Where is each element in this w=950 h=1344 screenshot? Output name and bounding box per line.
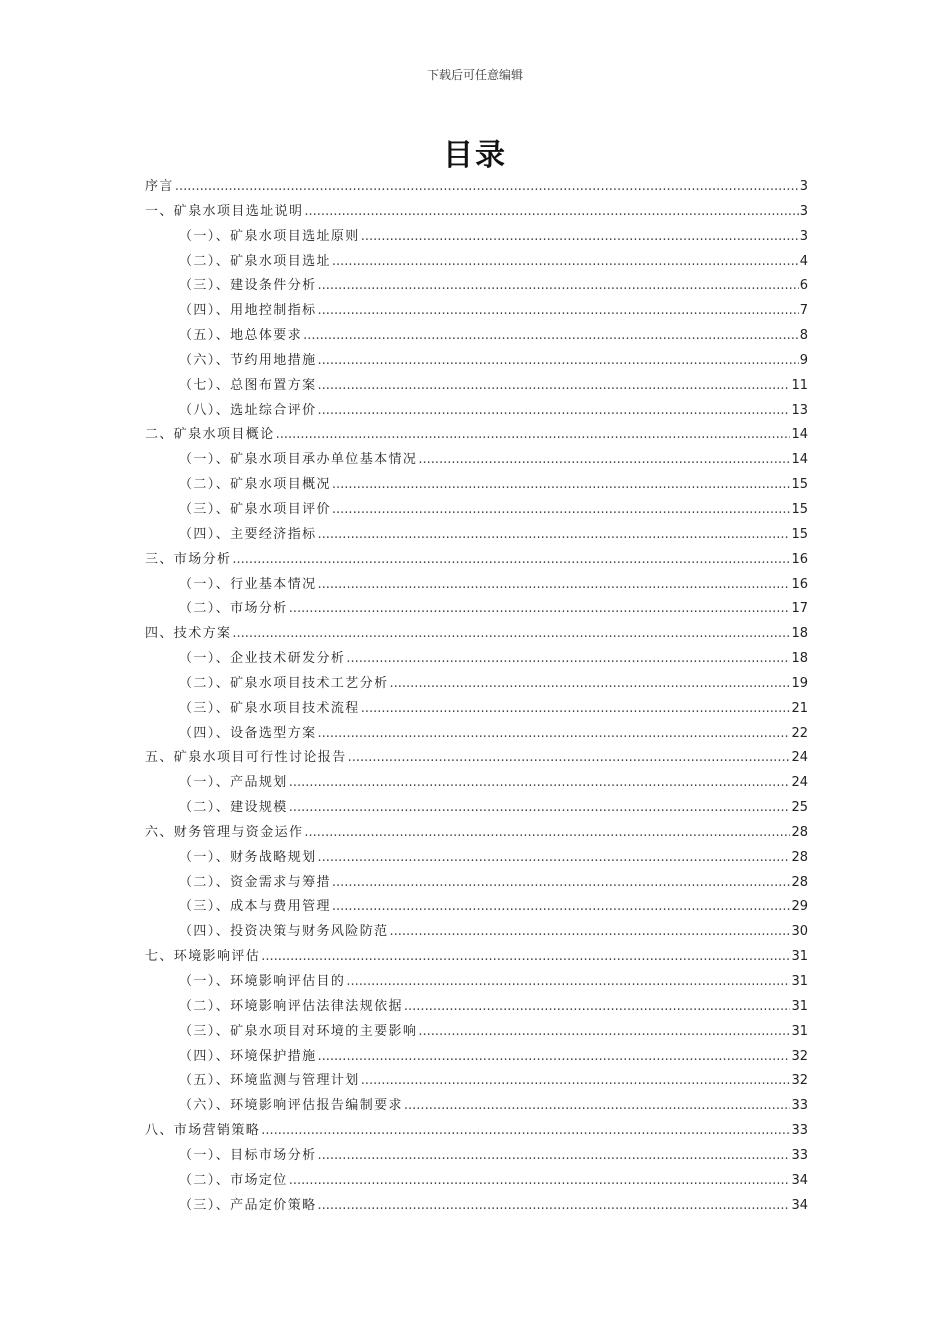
toc-entry[interactable] (145, 324, 808, 349)
toc-leader-dots (318, 399, 791, 424)
toc-entry[interactable] (145, 1045, 808, 1070)
toc-entry-page: 33 (791, 1123, 808, 1139)
toc-leader-dots (318, 523, 791, 548)
toc-entry-label: （四）、环境保护措施 (179, 1048, 317, 1064)
toc-leader-dots (304, 200, 798, 225)
toc-entry-page: 7 (799, 303, 808, 319)
toc-entry-label: （七）、总图布置方案 (179, 377, 317, 393)
page-title: 目录 (443, 138, 507, 173)
toc-entry-label: （三）、产品定价策略 (179, 1197, 317, 1213)
toc-entry-label: （四）、主要经济指标 (179, 526, 317, 542)
toc-entry-page: 14 (791, 452, 808, 468)
toc-entry-page: 28 (791, 824, 808, 840)
toc-entry[interactable] (145, 746, 808, 771)
toc-leader-dots (418, 1020, 790, 1045)
toc-entry[interactable] (145, 821, 808, 846)
toc-entry-page: 14 (791, 427, 808, 443)
toc-entry-page: 16 (791, 576, 808, 592)
toc-entry-page: 31 (791, 998, 808, 1014)
toc-leader-dots (289, 597, 791, 622)
toc-entry-label: （一）、财务战略规划 (179, 849, 317, 865)
toc-leader-dots (318, 1144, 791, 1169)
toc-entry-page: 16 (791, 551, 808, 567)
toc-entry-label: （五）、环境监测与管理计划 (179, 1073, 360, 1089)
toc-entry[interactable] (145, 796, 808, 821)
toc-entry-label: （六）、环境影响评估报告编制要求 (179, 1098, 403, 1114)
toc-leader-dots (318, 299, 799, 324)
toc-leader-dots (232, 548, 790, 573)
toc-leader-dots (318, 846, 791, 871)
toc-leader-dots (318, 349, 799, 374)
toc-entry[interactable] (145, 1144, 808, 1169)
table-of-contents (145, 175, 808, 1218)
toc-entry[interactable] (145, 200, 808, 225)
toc-entry[interactable] (145, 225, 808, 250)
toc-leader-dots (361, 225, 799, 250)
toc-entry[interactable] (145, 647, 808, 672)
toc-entry-page: 9 (799, 352, 808, 368)
toc-entry-label: 二、矿泉水项目概论 (145, 427, 275, 443)
toc-leader-dots (361, 697, 791, 722)
toc-leader-dots (390, 672, 791, 697)
toc-entry-page: 22 (791, 725, 808, 741)
toc-leader-dots (332, 498, 791, 523)
toc-entry[interactable] (145, 995, 808, 1020)
toc-entry[interactable] (145, 1169, 808, 1194)
toc-entry-page: 18 (791, 626, 808, 642)
toc-leader-dots (318, 1194, 791, 1219)
toc-entry-label: （三）、建设条件分析 (179, 278, 317, 294)
toc-entry[interactable] (145, 722, 808, 747)
toc-entry-label: （三）、矿泉水项目评价 (179, 501, 331, 517)
toc-leader-dots (418, 448, 790, 473)
toc-entry-label: （二）、市场定位 (179, 1172, 288, 1188)
toc-entry-label: （二）、建设规模 (179, 800, 288, 816)
toc-entry[interactable] (145, 622, 808, 647)
toc-entry-page: 19 (791, 675, 808, 691)
toc-entry-page: 33 (791, 1147, 808, 1163)
toc-entry-page: 25 (791, 800, 808, 816)
toc-entry-label: （二）、环境影响评估法律法规依据 (179, 998, 403, 1014)
toc-entry-page: 31 (791, 974, 808, 989)
toc-leader-dots (318, 374, 791, 399)
toc-entry-label: （八）、选址综合评价 (179, 402, 317, 418)
toc-entry-label: 六、财务管理与资金运作 (145, 824, 304, 840)
toc-entry-label: （二）、矿泉水项目概况 (179, 477, 331, 493)
toc-leader-dots (261, 945, 790, 970)
toc-leader-dots (276, 423, 791, 448)
toc-entry[interactable] (145, 771, 808, 796)
toc-entry-page: 21 (791, 700, 808, 716)
toc-entry[interactable] (145, 299, 808, 324)
toc-entry-page: 6 (799, 278, 808, 294)
toc-entry[interactable] (145, 1094, 808, 1119)
toc-entry-page: 34 (791, 1197, 808, 1213)
toc-entry-label: 一、矿泉水项目选址说明 (145, 203, 304, 219)
toc-entry[interactable] (145, 597, 808, 622)
toc-entry-page: 32 (791, 1073, 808, 1089)
toc-leader-dots (346, 970, 790, 995)
toc-entry-label: （二）、矿泉水项目技术工艺分析 (179, 675, 389, 691)
toc-leader-dots (289, 796, 791, 821)
toc-entry[interactable] (145, 1119, 808, 1144)
toc-entry-label: （一）、环境影响评估目的 (179, 974, 346, 989)
toc-entry-label: （一）、目标市场分析 (179, 1147, 317, 1163)
toc-entry[interactable] (145, 871, 808, 896)
toc-entry[interactable] (145, 895, 808, 920)
toc-entry[interactable] (145, 1069, 808, 1094)
toc-entry-label: 五、矿泉水项目可行性讨论报告 (145, 750, 347, 766)
toc-entry[interactable] (145, 945, 808, 970)
toc-entry-label: （一）、矿泉水项目承办单位基本情况 (179, 452, 418, 468)
toc-leader-dots (304, 821, 790, 846)
toc-leader-dots (261, 1119, 790, 1144)
toc-leader-dots (175, 175, 799, 200)
toc-leader-dots (404, 1094, 791, 1119)
toc-entry[interactable] (145, 573, 808, 598)
toc-entry-label: （四）、设备选型方案 (179, 725, 317, 741)
toc-entry-label: 三、市场分析 (145, 551, 232, 567)
toc-entry-page: 32 (791, 1048, 808, 1064)
toc-entry-page: 24 (791, 775, 808, 791)
toc-leader-dots (232, 622, 790, 647)
toc-entry[interactable] (145, 399, 808, 424)
toc-entry-page: 13 (791, 402, 808, 418)
toc-leader-dots (318, 573, 791, 598)
toc-entry-page: 3 (799, 179, 808, 194)
toc-entry-label: （一）、企业技术研发分析 (179, 651, 346, 667)
toc-entry-page: 15 (791, 501, 808, 517)
toc-entry-page: 15 (791, 477, 808, 493)
toc-entry-label: （一）、行业基本情况 (179, 576, 317, 592)
toc-leader-dots (404, 995, 791, 1020)
toc-entry-label: 四、技术方案 (145, 626, 232, 642)
toc-entry-page: 31 (791, 1023, 808, 1039)
toc-entry-label: （二）、矿泉水项目选址 (179, 253, 331, 269)
toc-entry-label: （二）、资金需求与筹措 (179, 874, 331, 890)
toc-entry-label: 七、环境影响评估 (145, 949, 261, 965)
toc-entry[interactable] (145, 846, 808, 871)
toc-entry[interactable] (145, 374, 808, 399)
toc-entry-page: 34 (791, 1172, 808, 1188)
toc-leader-dots (289, 1169, 791, 1194)
toc-entry-page: 18 (791, 651, 808, 667)
toc-entry-page: 11 (791, 377, 808, 393)
toc-entry-page: 28 (791, 849, 808, 865)
toc-entry[interactable] (145, 448, 808, 473)
toc-entry-label: （三）、成本与费用管理 (179, 899, 331, 915)
toc-leader-dots (390, 920, 791, 945)
toc-entry[interactable] (145, 523, 808, 548)
toc-entry[interactable] (145, 274, 808, 299)
toc-entry[interactable] (145, 423, 808, 448)
toc-entry-label: （一）、矿泉水项目选址原则 (179, 228, 360, 244)
toc-leader-dots (289, 771, 791, 796)
toc-entry-label: （四）、用地控制指标 (179, 303, 317, 319)
toc-entry-page: 3 (799, 203, 808, 219)
toc-leader-dots (346, 647, 790, 672)
toc-entry-label: （一）、产品规划 (179, 775, 288, 791)
toc-entry[interactable] (145, 175, 808, 200)
page-header: 下载后可任意编辑 (426, 68, 523, 82)
toc-entry[interactable] (145, 498, 808, 523)
toc-leader-dots (348, 746, 791, 771)
toc-entry-label: 序言 (145, 179, 174, 194)
toc-entry[interactable] (145, 349, 808, 374)
toc-entry-page: 15 (791, 526, 808, 542)
toc-leader-dots (361, 1069, 791, 1094)
toc-entry-label: （五）、地总体要求 (179, 328, 303, 344)
toc-entry-label: （三）、矿泉水项目技术流程 (179, 700, 360, 716)
toc-entry-page: 31 (791, 949, 808, 965)
toc-entry[interactable] (145, 1194, 808, 1219)
toc-leader-dots (332, 250, 799, 275)
toc-entry[interactable] (145, 473, 808, 498)
toc-entry-page: 8 (799, 328, 808, 344)
toc-leader-dots (332, 473, 791, 498)
toc-entry-page: 3 (799, 228, 808, 244)
toc-entry-page: 28 (791, 874, 808, 890)
toc-entry-label: （四）、投资决策与财务风险防范 (179, 924, 389, 940)
toc-entry[interactable] (145, 697, 808, 722)
toc-leader-dots (332, 895, 791, 920)
toc-entry-page: 33 (791, 1098, 808, 1114)
toc-entry-label: 八、市场营销策略 (145, 1123, 261, 1139)
toc-entry[interactable] (145, 970, 808, 995)
toc-entry-page: 30 (791, 924, 808, 940)
toc-entry-label: （二）、市场分析 (179, 601, 288, 617)
toc-leader-dots (332, 871, 791, 896)
toc-entry-page: 29 (791, 899, 808, 915)
toc-entry-page: 17 (791, 601, 808, 617)
toc-entry[interactable] (145, 250, 808, 275)
toc-entry-page: 4 (799, 253, 808, 269)
toc-entry[interactable] (145, 548, 808, 573)
toc-leader-dots (318, 274, 799, 299)
toc-entry-page: 24 (791, 750, 808, 766)
toc-entry[interactable] (145, 1020, 808, 1045)
toc-entry-label: （三）、矿泉水项目对环境的主要影响 (179, 1023, 418, 1039)
toc-leader-dots (303, 324, 799, 349)
toc-entry[interactable] (145, 920, 808, 945)
toc-leader-dots (318, 1045, 791, 1070)
toc-leader-dots (318, 722, 791, 747)
toc-entry-label: （六）、节约用地措施 (179, 352, 317, 368)
toc-entry[interactable] (145, 672, 808, 697)
